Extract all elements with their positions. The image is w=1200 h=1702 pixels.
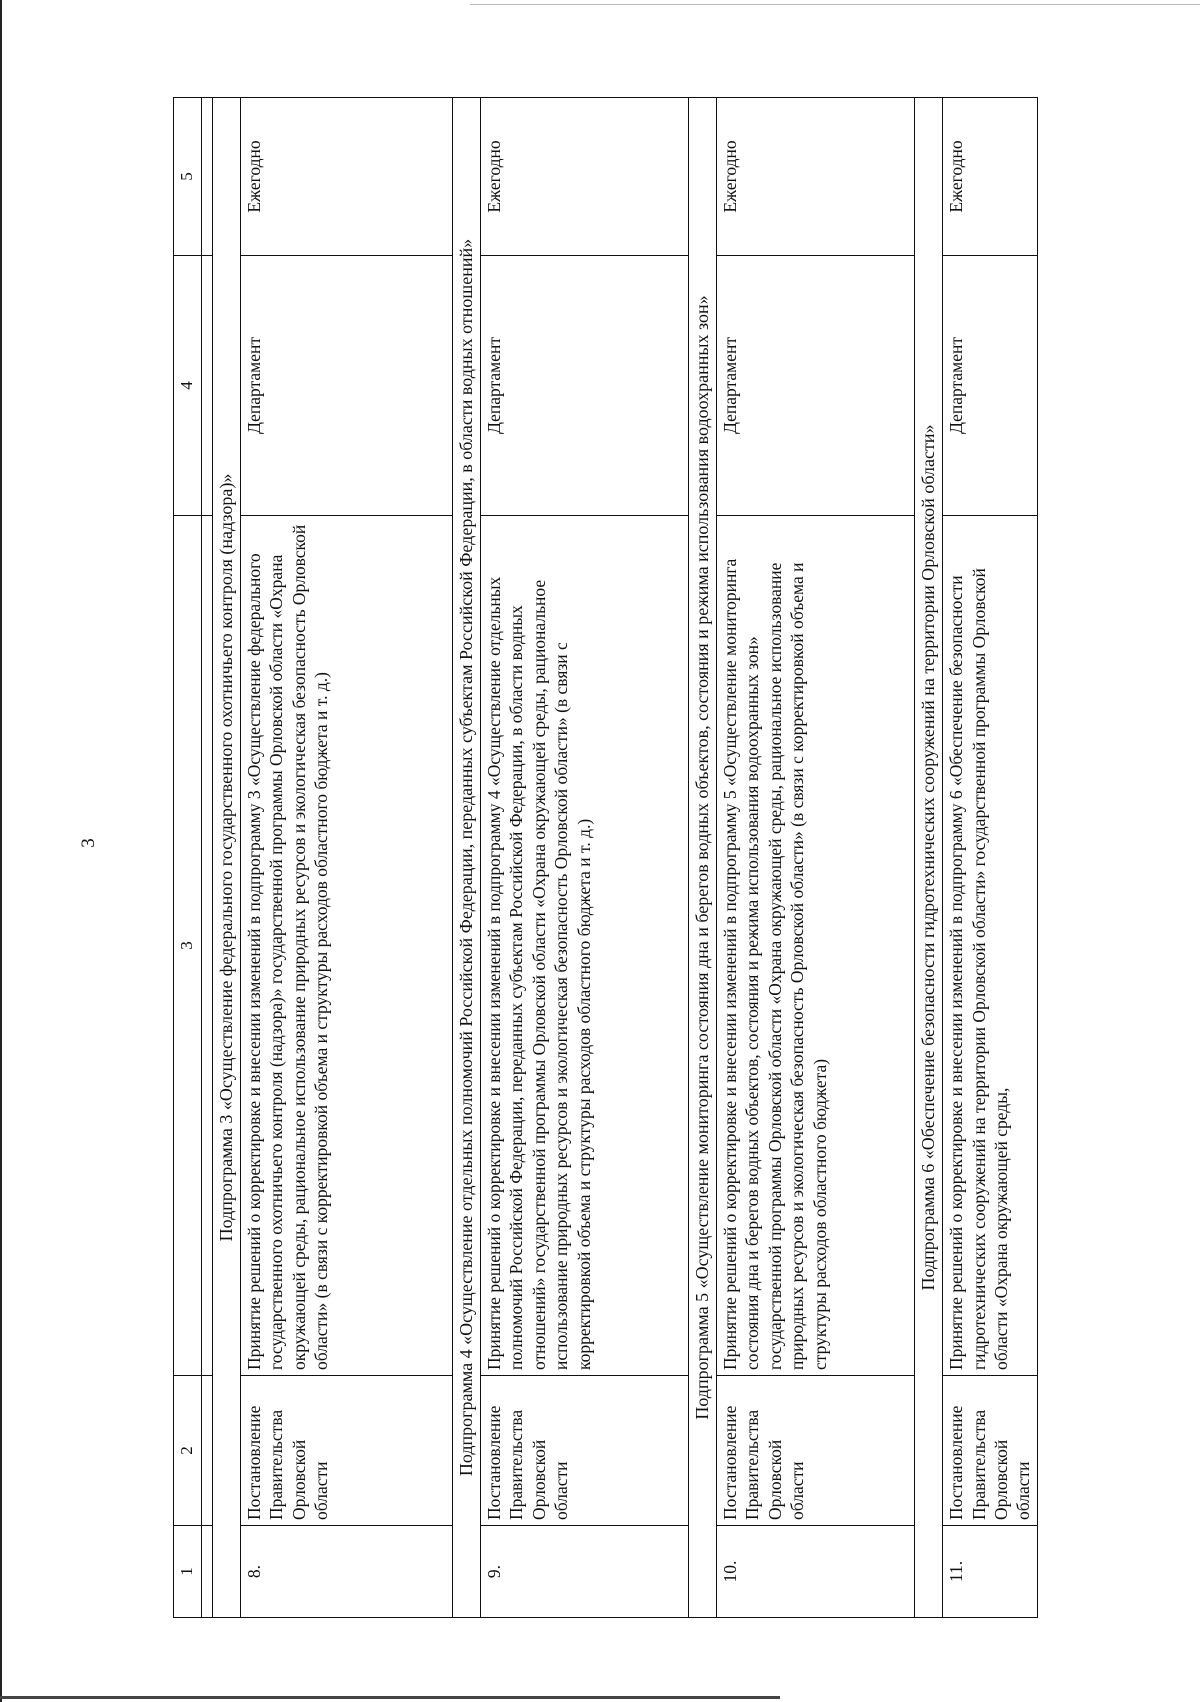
scan-edge <box>0 0 2 1702</box>
deadline: Ежегодно <box>943 98 1038 256</box>
row-number: 9. <box>481 1526 689 1618</box>
deadline: Ежегодно <box>481 98 689 256</box>
spacer-row <box>202 98 213 1618</box>
table-row <box>241 98 453 1618</box>
scan-edge <box>0 1696 780 1699</box>
section-title-row <box>213 98 241 1618</box>
rotated-table-container <box>173 98 1103 1618</box>
header-cell: 1 <box>174 1526 202 1618</box>
section-title-row <box>689 98 717 1618</box>
executor: Департамент <box>241 256 453 516</box>
section-title: Подпрограмма 4 «Осуществление отдельных полномочий Российской Федерации, переданных субъектам Российской Федерации, в области водных отношений» <box>453 98 481 1618</box>
section-title: Подпрограмма 3 «Осуществление федерального государственного охотничьего контроля (надзора)» <box>213 98 241 1618</box>
deadline: Ежегодно <box>717 98 915 256</box>
table-row <box>717 98 915 1618</box>
deadline: Ежегодно <box>241 98 453 256</box>
measure-description: Принятие решений о корректировке и внесении изменений в подпрограмму 4 «Осуществление отдельных полномочий Российской Федерации, переданных субъектам Российской Федерации, в области водных отношений» государственной программы Орловской области «Охрана окружающей среды, рациональное использование природных ресурсов и экологическая безопасность Орловской области» (в связи с корректировкой объема и структуры расходов областного бюджета и т. д.) <box>481 516 689 1376</box>
header-cell: 5 <box>174 98 202 256</box>
section-title-row <box>453 98 481 1618</box>
row-number: 11. <box>943 1526 1038 1618</box>
document-type: Постановление Правительства Орловской области <box>241 1376 453 1526</box>
program-table <box>173 97 1038 1618</box>
measure-description: Принятие решений о корректировке и внесении изменений в подпрограмму 3 «Осуществление федерального государственного охотничьего контроля (надзора)» государственной программы Орловской области «Охрана окружающей среды, рациональное использование природных ресурсов и экологическая безопасность Орловской области» (в связи с корректировкой объема и структуры расходов областного бюджета и т. д.) <box>241 516 453 1376</box>
executor: Департамент <box>481 256 689 516</box>
table-row <box>943 98 1038 1618</box>
row-number: 8. <box>241 1526 453 1618</box>
header-cell: 4 <box>174 256 202 516</box>
page-number: 3 <box>77 838 99 848</box>
executor: Департамент <box>717 256 915 516</box>
section-title: Подпрограмма 5 «Осуществление мониторинга состояния дна и берегов водных объектов, состояния и режима использования водоохранных зон» <box>689 98 717 1618</box>
header-cell: 2 <box>174 1376 202 1526</box>
executor: Департамент <box>943 256 1038 516</box>
document-type: Постановление Правительства Орловской области <box>943 1376 1038 1526</box>
measure-description: Принятие решений о корректировке и внесении изменений в подпрограмму 5 «Осуществление мониторинга состояния дна и берегов водных объектов, состояния и режима использования водоохранных зон» государственной программы Орловской области «Охрана окружающей среды, рациональное использование природных ресурсов и экологическая безопасность Орловской области» (в связи с корректировкой объема и структуры расходов областного бюджета) <box>717 516 915 1376</box>
measure-description: Принятие решений о корректировке и внесении изменений в подпрограмму 6 «Обеспечение безопасности гидротехнических сооружений на территории Орловской области» государственной программы Орловской области «Охрана окружающей среды, <box>943 516 1038 1376</box>
document-type: Постановление Правительства Орловской области <box>717 1376 915 1526</box>
scan-edge <box>470 4 1200 5</box>
document-type: Постановление Правительства Орловской области <box>481 1376 689 1526</box>
section-title-row <box>915 98 943 1618</box>
header-cell: 3 <box>174 516 202 1376</box>
section-title: Подпрограмма 6 «Обеспечение безопасности гидротехнических сооружений на территории Орловской области» <box>915 98 943 1618</box>
table-header-row <box>174 98 202 1618</box>
table-row <box>481 98 689 1618</box>
row-number: 10. <box>717 1526 915 1618</box>
